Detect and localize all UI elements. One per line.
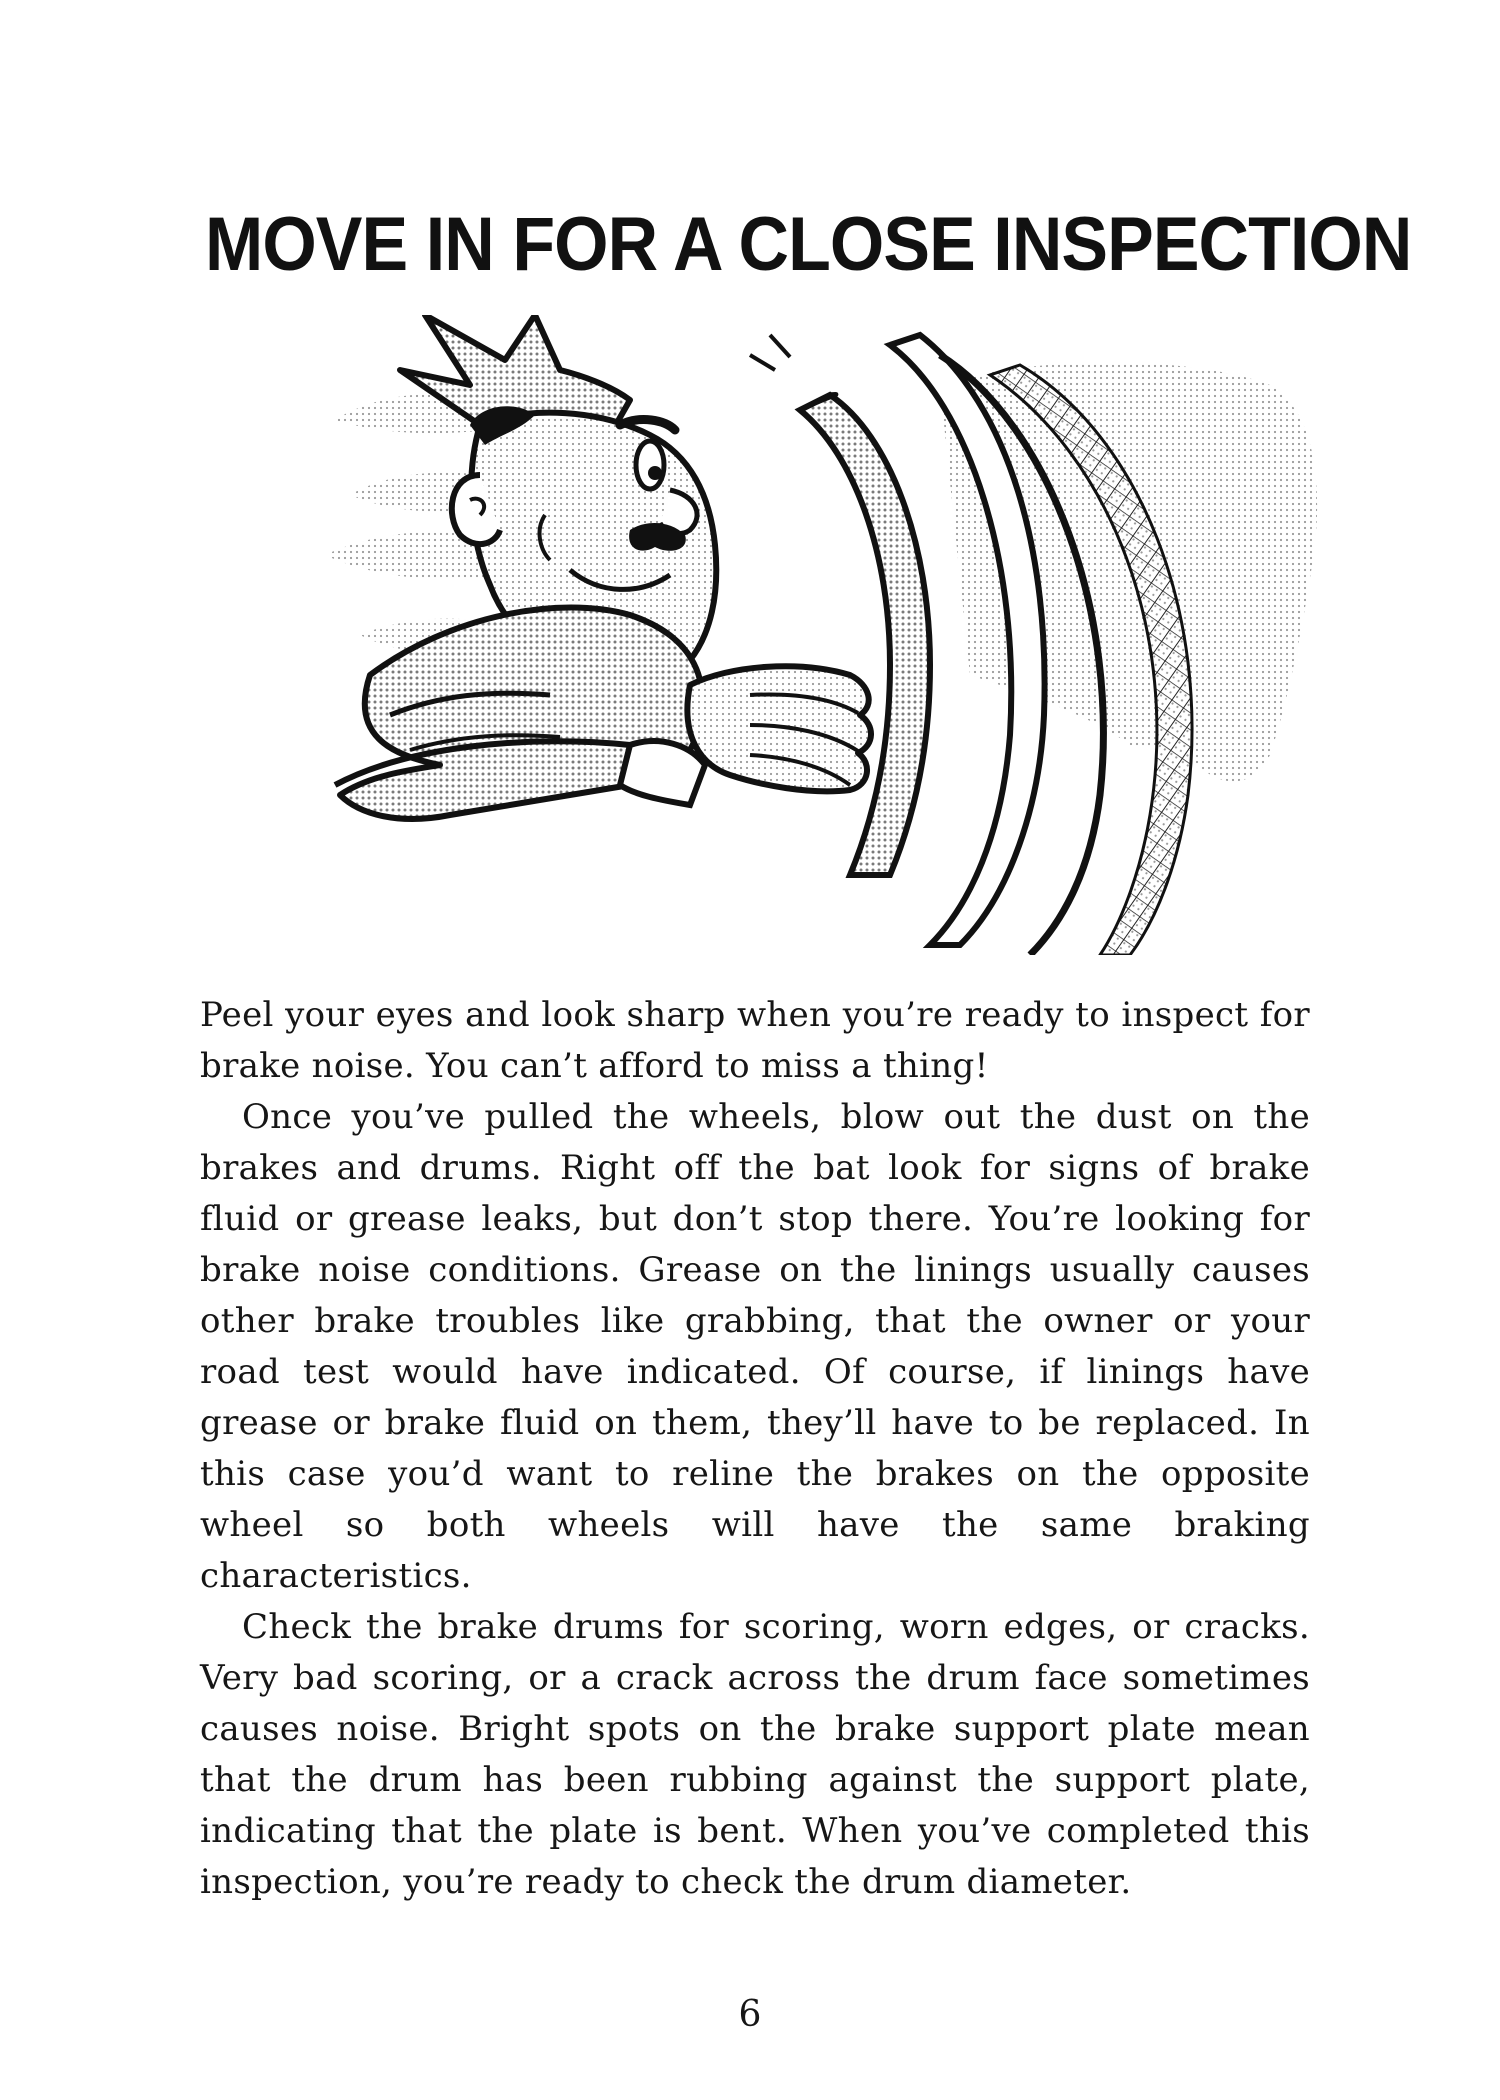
brake-shoe: [800, 394, 930, 875]
background-shade: [940, 363, 1317, 782]
paragraph-drums: Check the brake drums for scoring, worn edges, or cracks. Very bad scoring, or a crack across the drum face sometimes causes noise. Bright spots on the brake support plate mean that the drum has been rubbing against the support plate, indicating that the plate is bent. When you’ve completed this inspection, you’re ready to check the drum diameter.: [200, 1607, 1310, 1902]
paragraph-intro: Peel your eyes and look sharp when you’re ready to inspect for brake noise. You can’t afford to miss a thing!: [200, 995, 1310, 1086]
page-title: MOVE IN FOR A CLOSE INSPECTION: [205, 202, 1412, 287]
paragraph-wheels: Once you’ve pulled the wheels, blow out the dust on the brakes and drums. Right off the bat look for signs of brake fluid or grease leaks, but don’t stop there. You’re looking for brake noise conditions. Grease on the linings usually causes other brake troubles like grabbing, that the owner or your road test would have indicated. Of course, if linings have grease or brake fluid on them, they’ll have to be replaced. In this case you’d want to reline the brakes on the opposite wheel so both wheels will have the same braking characteristics.: [200, 1097, 1310, 1596]
article-body: [200, 990, 1310, 1908]
page-number: 6: [738, 1994, 762, 2035]
mechanic-inspection-illustration: [330, 315, 1330, 955]
mechanic-hand: [687, 666, 871, 791]
motion-marks: [750, 335, 790, 370]
